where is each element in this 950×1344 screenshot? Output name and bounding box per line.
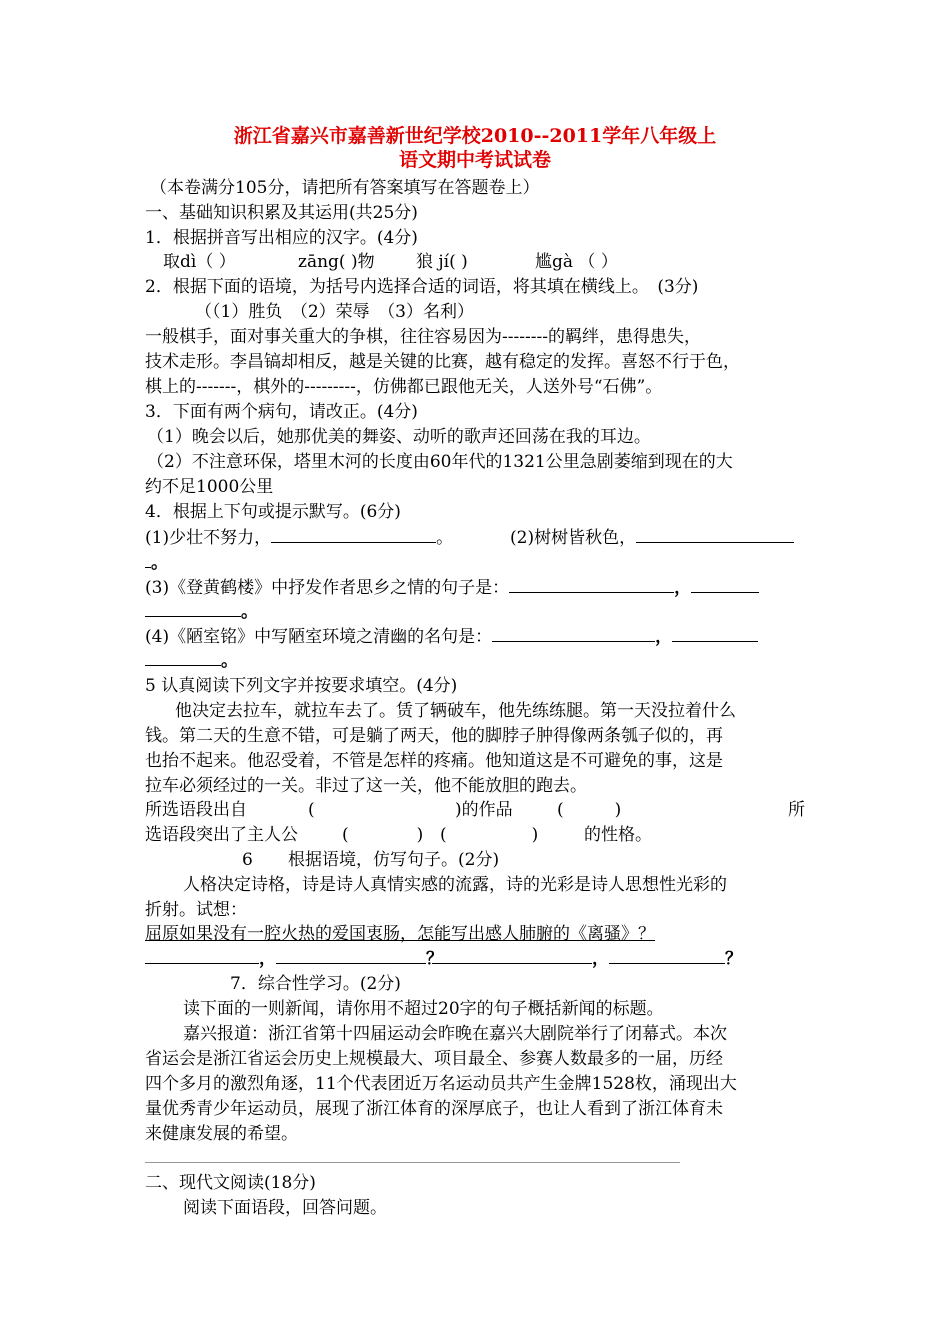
q7-prompt: 7．综合性学习。(2分)	[230, 974, 401, 994]
q7-news-line: 四个多月的激烈角逐，11个代表团近万名运动员共产生金牌1528枚，涌现出大	[145, 1074, 737, 1094]
q4-item-2	[510, 526, 794, 550]
q4-item-4	[145, 625, 758, 649]
exam-title-line2: 语文期中考试试卷	[398, 149, 551, 171]
answer-blank[interactable]	[145, 649, 221, 666]
q5-fill-1-c: )的作品	[455, 800, 513, 820]
q5-fill-1-a: 所选语段出自	[145, 800, 247, 820]
q6-number: 6	[242, 850, 253, 870]
answer-blank[interactable]	[672, 625, 758, 642]
answer-blank[interactable]	[609, 947, 725, 964]
q5-fill-2-a: 选语段突出了主人公	[145, 825, 298, 845]
intro-note: （本卷满分105分，请把所有答案填写在答题卷上）	[150, 178, 540, 198]
answer-blank[interactable]	[145, 600, 241, 617]
q4-item-3-text: (3)《登黄鹤楼》中抒发作者思乡之情的句子是：	[145, 578, 510, 598]
answer-blank[interactable]	[271, 526, 436, 543]
question-mark: ？	[725, 949, 742, 969]
q2-passage-line: 一般棋手，面对事关重大的争棋，往往容易因为--------的羁绊，患得患失，	[145, 327, 701, 347]
q1-item: zāng( )物	[298, 252, 375, 272]
comma: ，	[674, 578, 692, 598]
answer-blank[interactable]	[276, 947, 426, 964]
q5-passage-line: 他决定去拉车，就拉车去了。赁了辆破车，他先练练腿。第一天没拉着什么	[175, 701, 736, 721]
q2-passage-line: 棋上的-------，棋外的---------，仿佛都已跟他无关，人送外号“石佛”。	[145, 377, 663, 397]
q6-answer-line-2	[432, 947, 742, 971]
q4-item-4-cont	[145, 649, 238, 673]
q5-passage-line: 钱。第二天的生意不错，可是躺了两天，他的脚脖子肿得像两条瓠子似的，再	[145, 726, 723, 746]
q4-item-2-text: (2)树树皆秋色，	[510, 528, 637, 548]
q4-item-4-end: 。	[221, 651, 238, 671]
q6-text-line: 人格决定诗格，诗是诗人真情实感的流露，诗的光彩是诗人思想性光彩的	[183, 875, 727, 895]
answer-blank[interactable]	[636, 526, 794, 543]
q7-news-line: 嘉兴报道：浙江省第十四届运动会昨晚在嘉兴大剧院举行了闭幕式。本次	[183, 1024, 727, 1044]
q3-sentence-2-cont: 约不足1000公里	[145, 477, 274, 497]
q6-answer-line	[145, 947, 443, 971]
q4-item-4-text: (4)《陋室铭》中写陋室环境之清幽的名句是：	[145, 627, 493, 647]
section2-heading: 二、现代文阅读(18分)	[145, 1173, 316, 1193]
q5-fill-2-c: ( )	[440, 825, 539, 845]
q4-item-1-end: 。	[436, 528, 454, 548]
q5-prompt: 5 认真阅读下列文字并按要求填空。(4分)	[145, 676, 458, 696]
q5-fill-2-b: ( )	[342, 825, 424, 845]
q7-news-line: 量优秀青少年运动员，展现了浙江体育的深厚底子，也让人看到了浙江体育未	[145, 1099, 723, 1119]
q3-sentence-2: （2）不注意环保，塔里木河的长度由60年代的1321公里急剧萎缩到现在的大	[147, 452, 733, 472]
q4-item-1	[145, 526, 453, 550]
answer-blank[interactable]	[691, 576, 759, 593]
question-mark: ？	[426, 949, 443, 969]
q2-passage-line: 技术走形。李昌镐却相反，越是关键的比赛，越有稳定的发挥。喜怒不行于色，	[145, 352, 740, 372]
answer-blank[interactable]	[492, 625, 655, 642]
q5-fill-1-d: ( )	[557, 800, 622, 820]
q6-example-sentence: 屈原如果没有一腔火热的爱国衷肠，怎能写出感人肺腑的《离骚》？	[145, 924, 655, 944]
q1-item: 取dì（ ）	[163, 252, 236, 272]
q4-item-2-end: 。	[151, 553, 168, 573]
comma: ，	[259, 949, 276, 969]
q2-options: （（1）胜负 （2）荣辱 （3）名利）	[195, 302, 474, 322]
q2-prompt: 2．根据下面的语境，为括号内选择合适的词语，将其填在横线上。 (3分)	[145, 277, 699, 297]
q7-news-line: 省运会是浙江省运会历史上规模最大、项目最全、参赛人数最多的一届，历经	[145, 1049, 723, 1069]
exam-title-line1: 浙江省嘉兴市嘉善新世纪学校2010--2011学年八年级上	[233, 125, 717, 147]
q3-prompt: 3．下面有两个病句，请改正。(4分)	[145, 402, 418, 422]
answer-blank[interactable]	[509, 576, 674, 593]
q4-item-3-cont	[145, 600, 258, 624]
q4-item-3-end: 。	[241, 602, 258, 622]
q5-passage-line: 也抬不起来。他忍受着，不管是怎样的疼痛。他知道这是不可避免的事，这是	[145, 751, 723, 771]
comma: ，	[655, 627, 673, 647]
answer-blank[interactable]	[145, 947, 259, 964]
section2-instruction: 阅读下面语段，回答问题。	[183, 1198, 387, 1218]
q3-sentence-1: （1）晚会以后，她那优美的舞姿、动听的歌声还回荡在我的耳边。	[147, 427, 651, 447]
q7-news-line: 来健康发展的希望。	[145, 1124, 298, 1144]
q1-prompt: 1．根据拼音写出相应的汉字。(4分)	[145, 228, 418, 248]
q7-instruction: 读下面的一则新闻，请你用不超过20字的句子概括新闻的标题。	[183, 999, 664, 1019]
q6-prompt: 根据语境，仿写句子。(2分)	[288, 850, 500, 870]
q4-prompt: 4．根据上下句或提示默写。(6分)	[145, 502, 401, 522]
q1-item: 尴gà （ ）	[535, 252, 618, 272]
q5-passage-line: 拉车必须经过的一关。非过了这一关，他不能放胆的跑去。	[145, 776, 587, 796]
answer-blank[interactable]	[432, 947, 592, 964]
q5-fill-1-e: 所	[788, 800, 805, 820]
comma: ，	[592, 949, 609, 969]
q5-fill-2-d: 的性格。	[584, 825, 652, 845]
horizontal-divider	[145, 1162, 680, 1163]
section1-heading: 一、基础知识积累及其运用(共25分)	[145, 203, 418, 223]
q4-item-1-text: (1)少壮不努力，	[145, 528, 272, 548]
q1-item: 狼 jí( )	[416, 252, 468, 272]
q5-fill-1-b: (	[308, 800, 315, 820]
q4-item-2-cont	[145, 551, 168, 575]
q4-item-3	[145, 576, 759, 600]
q6-text-line: 折射。试想：	[145, 900, 247, 920]
